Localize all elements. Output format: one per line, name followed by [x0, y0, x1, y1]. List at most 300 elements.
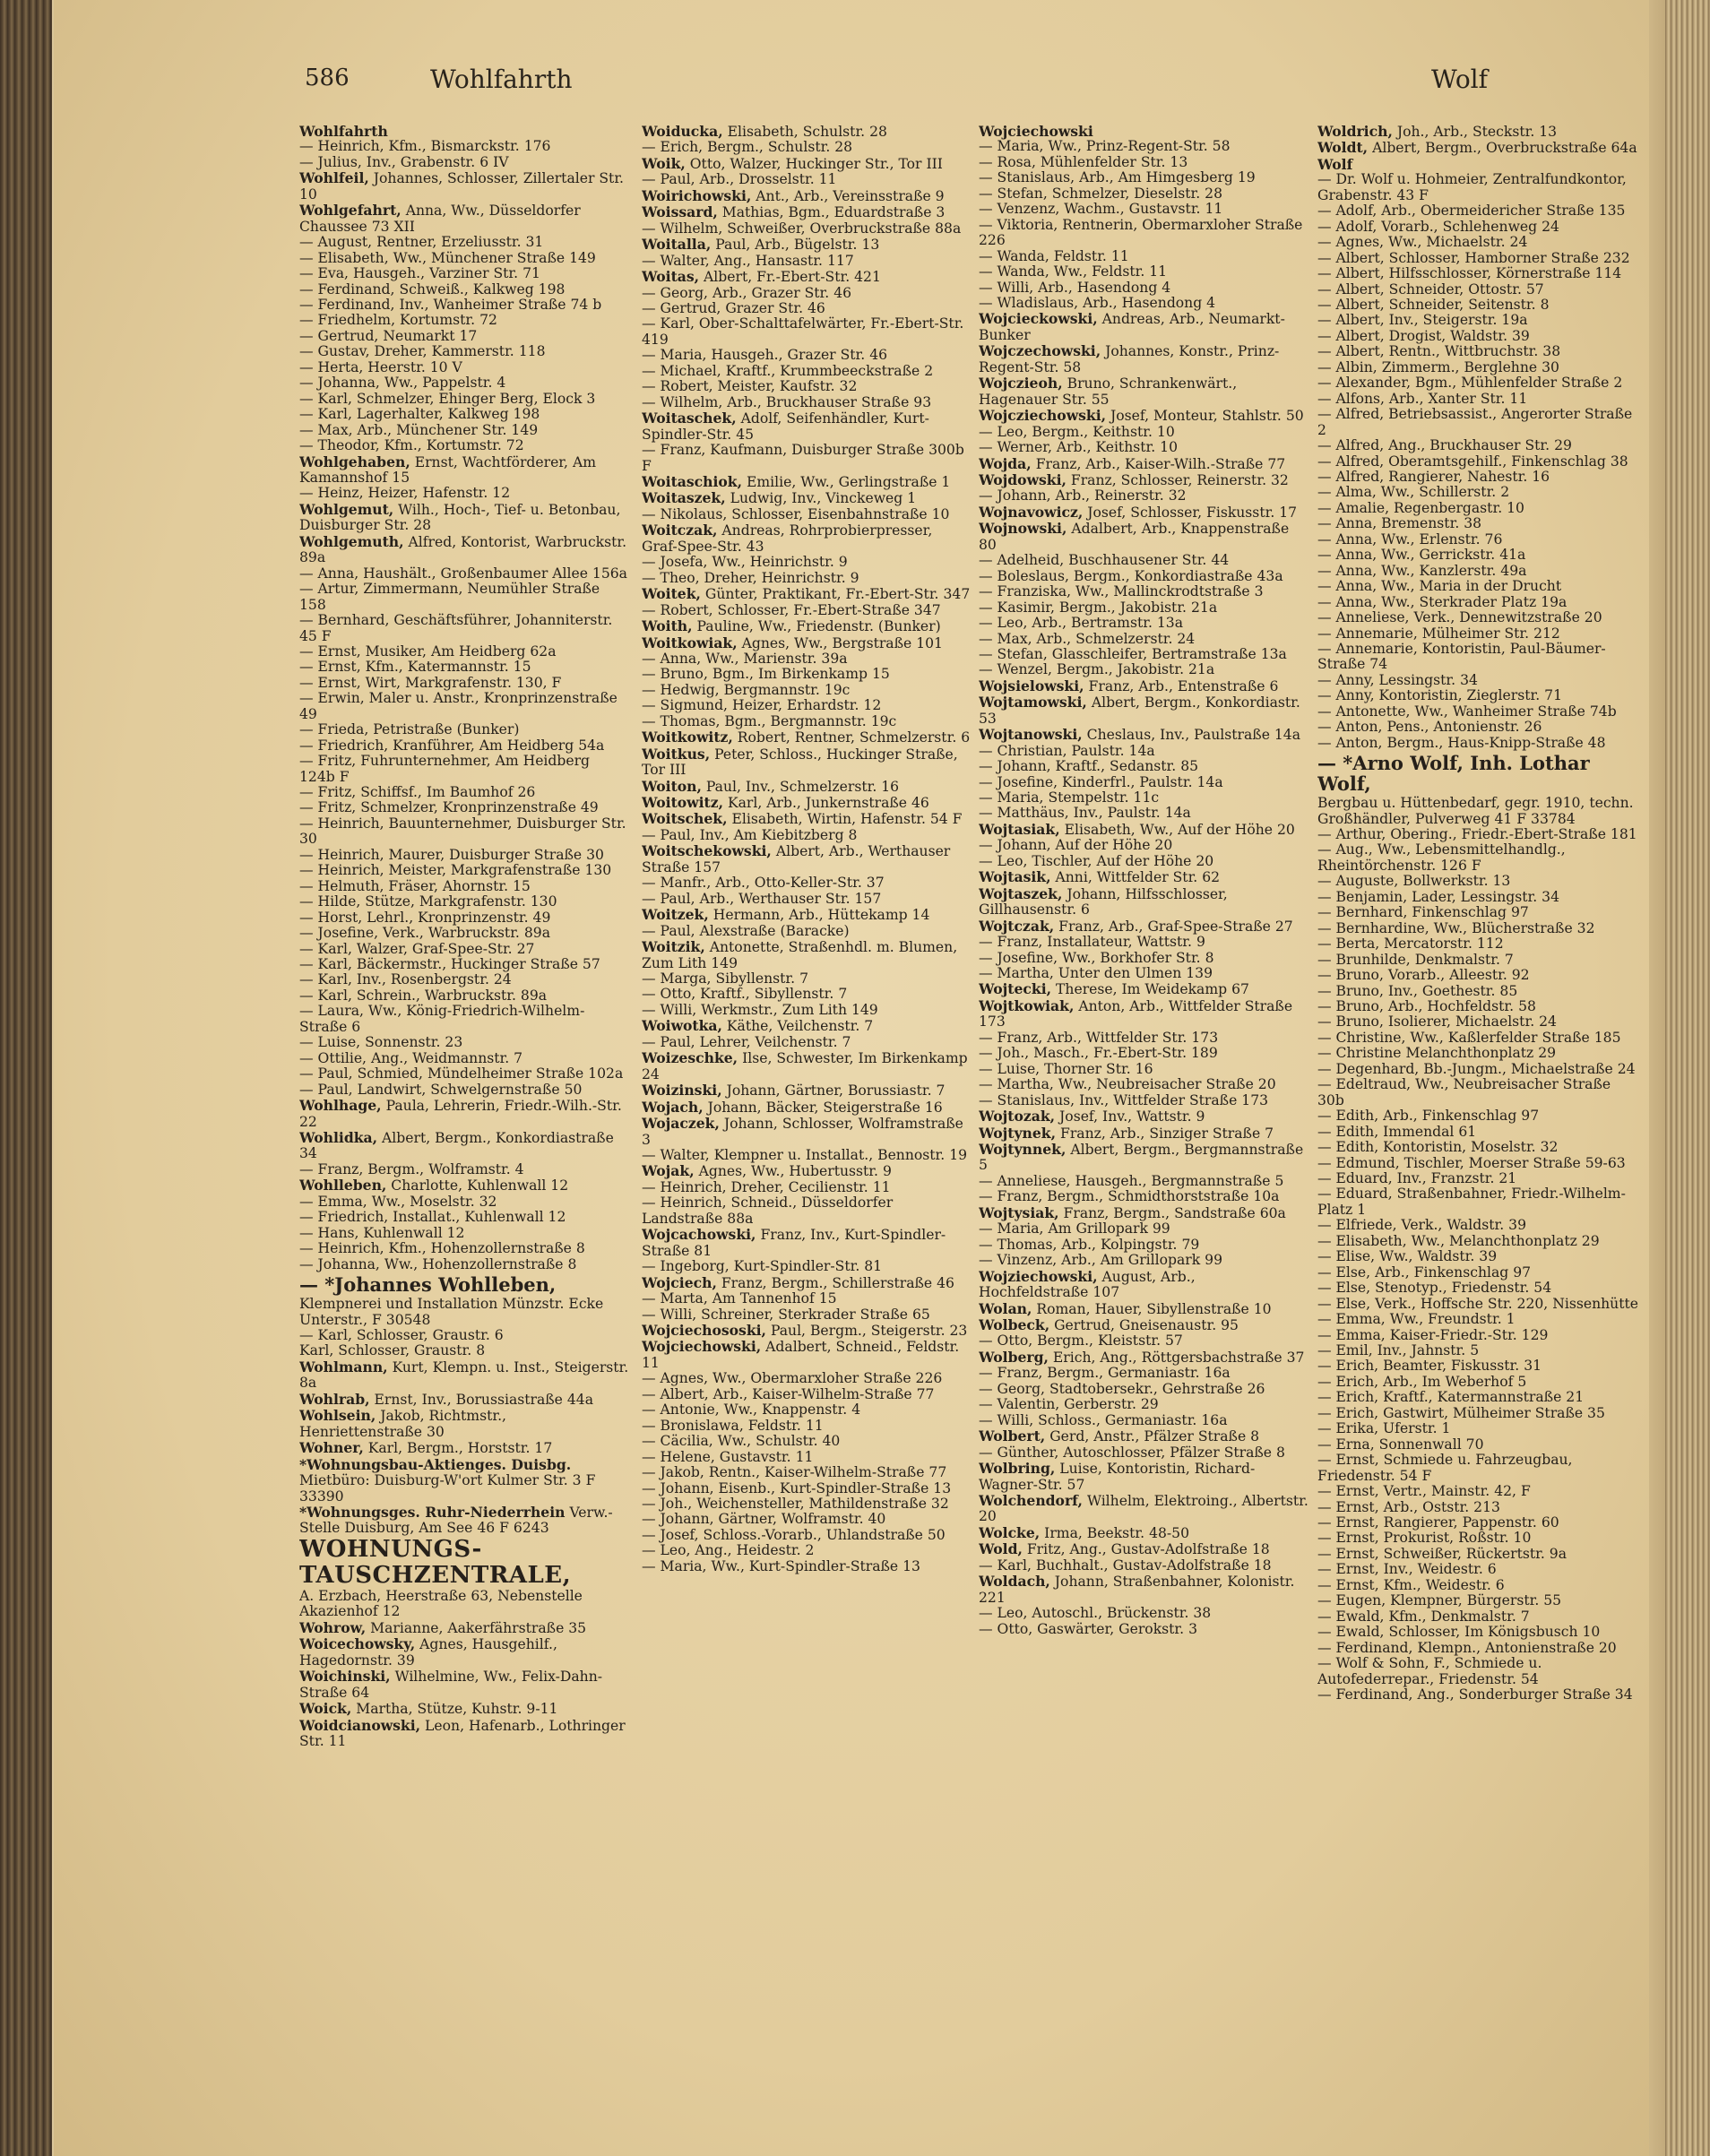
surname: Woitaszek,: [642, 489, 726, 507]
entry-detail: Paul, Arb., Bügelstr. 13: [711, 237, 880, 254]
directory-entry: [299, 1701, 629, 1717]
directory-entry: — Albert, Drogist, Waldstr. 39: [1317, 327, 1530, 344]
directory-entry: — Heinrich, Kfm., Bismarckstr. 176: [299, 138, 551, 155]
directory-entry: — Anna, Ww., Erlenstr. 76: [1317, 530, 1503, 548]
directory-entry: — Josefine, Kinderfrl., Paulstr. 14a: [979, 773, 1223, 790]
directory-entry: — Anna, Haushält., Großenbaumer Allee 156a: [299, 565, 627, 582]
surname: Wolbert,: [979, 1427, 1046, 1445]
directory-entry: — Helmuth, Fräser, Ahornstr. 15: [299, 877, 531, 894]
directory-entry: — Elfriede, Verk., Waldstr. 39: [1317, 1217, 1527, 1234]
directory-entry: — Amalie, Regenbergastr. 10: [1317, 499, 1524, 516]
directory-entry: — Annemarie, Kontoristin, Paul-Bäumer-Straße 74: [1317, 640, 1606, 673]
directory-entry: — Erwin, Maler u. Anstr., Kronprinzenstraße 49: [299, 690, 618, 722]
directory-entry: — Karl, Bäckermstr., Huckinger Straße 57: [299, 956, 600, 973]
directory-entry: [979, 727, 1308, 743]
directory-entry: — Albert, Schlosser, Hamborner Straße 232: [1317, 249, 1630, 266]
business-advertisement: — *Arno Wolf, Inh. Lothar Wolf,: [1317, 752, 1590, 796]
entry-detail: Anna, Ww., Düsseldorfer Chaussee 73 XII: [299, 203, 581, 235]
directory-entry: — Ferdinand, Schweiß., Kalkweg 198: [299, 280, 566, 298]
surname: Woitschekowski,: [642, 842, 772, 860]
directory-entry: — Ernst, Prokurist, Roßstr. 10: [1317, 1530, 1532, 1547]
directory-entry: [979, 678, 1308, 694]
directory-entry: — Joh., Weichensteller, Mathildenstraße 32: [642, 1495, 949, 1512]
directory-entry: — Albert, Rentn., Wittbruchstr. 38: [1317, 343, 1561, 360]
directory-entry: — Karl, Walzer, Graf-Spee-Str. 27: [299, 940, 535, 957]
directory-entry: [979, 1142, 1308, 1174]
directory-entry: — Günther, Autoschlosser, Pfälzer Straße 8: [979, 1444, 1285, 1461]
directory-entry: [979, 343, 1308, 375]
directory-entry: — Johann, Eisenb., Kurt-Spindler-Straße 13: [642, 1479, 952, 1496]
directory-entry: — Matthäus, Inv., Paulstr. 14a: [979, 805, 1191, 822]
directory-entry: [642, 124, 972, 140]
directory-entry: — Franz, Arb., Wittfelder Str. 173: [979, 1029, 1219, 1046]
directory-entry: — Herta, Heerstr. 10 V: [299, 358, 462, 375]
entry-detail: Johann, Bäcker, Steigerstraße 16: [703, 1099, 943, 1116]
directory-entry: — Paul, Lehrer, Veilchenstr. 7: [642, 1033, 851, 1050]
directory-entry: — Albert, Schneider, Ottostr. 57: [1317, 280, 1544, 298]
directory-entry: — Viktoria, Rentnerin, Obermarxloher Straße 226: [979, 216, 1303, 249]
directory-entry: — Friedhelm, Kortumstr. 72: [299, 312, 497, 329]
directory-entry: — Alma, Ww., Schillerstr. 2: [1317, 484, 1510, 501]
directory-entry: — Max, Arb., Münchener Str. 149: [299, 421, 539, 438]
directory-entry: — Edith, Arb., Finkenschlag 97: [1317, 1108, 1540, 1125]
directory-entry: [642, 1227, 972, 1259]
directory-entry: [979, 694, 1308, 727]
directory-entry: — Edmund, Tischler, Moerser Straße 59-63: [1317, 1154, 1626, 1171]
directory-entry: — Leo, Bergm., Keithstr. 10: [979, 423, 1175, 440]
directory-entry: — Werner, Arb., Keithstr. 10: [979, 439, 1179, 456]
directory-entry: — Otto, Bergm., Kleiststr. 57: [979, 1332, 1183, 1350]
directory-entry: — Johann, Arb., Reinerstr. 32: [979, 487, 1187, 505]
surname: Woldach,: [979, 1573, 1050, 1591]
directory-entry: [979, 1108, 1308, 1125]
directory-entry: [299, 1440, 629, 1456]
directory-entry: — Alfred, Oberamtsgehilf., Finkenschlag 38: [1317, 453, 1628, 470]
surname: Wojtynek,: [979, 1124, 1057, 1142]
directory-entry: Karl, Schlosser, Graustr. 8: [299, 1342, 486, 1359]
surname: Wojnowski,: [979, 520, 1067, 538]
entry-detail: August, Arb., Hochfeldstraße 107: [979, 1268, 1196, 1301]
directory-entry: — Maria, Stempelstr. 11c: [979, 789, 1160, 806]
directory-entry: — Artur, Zimmermann, Neumühler Straße 158: [299, 581, 600, 613]
surname: Woicechowsky,: [299, 1635, 416, 1653]
entry-detail: Wilhelmine, Ww., Felix-Dahn-Straße 64: [299, 1669, 603, 1701]
surname: Wojciechowski,: [642, 1338, 762, 1356]
directory-entry: — Leo, Autoschl., Brückenstr. 38: [979, 1605, 1212, 1622]
directory-entry: — Ernst, Inv., Weidestr. 6: [1317, 1561, 1497, 1578]
directory-entry: — Robert, Meister, Kaufstr. 32: [642, 378, 858, 395]
directory-entry: — Elise, Ww., Waldstr. 39: [1317, 1248, 1498, 1265]
directory-entry: — Christine Melanchthonplatz 29: [1317, 1045, 1557, 1062]
directory-entry: — Horst, Lehrl., Kronprinzenstr. 49: [299, 909, 551, 926]
entry-detail: Martha, Stütze, Kuhstr. 9-11: [351, 1701, 558, 1718]
directory-entry: — Willi, Schloss., Germaniastr. 16a: [979, 1411, 1228, 1428]
page-edges: [1665, 0, 1710, 2156]
surname: Wohlgefahrt,: [299, 202, 402, 220]
entry-detail: Luise, Kontoristin, Richard-Wagner-Str. 57: [979, 1461, 1256, 1493]
directory-entry: — Ferdinand, Ang., Sonderburger Straße 34: [1317, 1686, 1633, 1703]
directory-entry: — Georg, Stadtobersekr., Gehrstraße 26: [979, 1380, 1265, 1397]
entry-detail: Gertrud, Gneisenaustr. 95: [1049, 1316, 1239, 1333]
directory-entry: [642, 779, 972, 795]
entry-detail: Adolf, Seifenhändler, Kurt-Spindler-Str. 45: [642, 410, 929, 443]
entry-detail: Franz, Arb., Sinziger Straße 7: [1056, 1125, 1274, 1142]
surname: Woichinski,: [299, 1668, 391, 1686]
directory-entry: — Thomas, Bgm., Bergmannstr. 19c: [642, 712, 897, 729]
directory-entry: — Heinrich, Schneid., Düsseldorfer Landstraße 88a: [642, 1194, 894, 1227]
directory-entry: [642, 811, 972, 827]
entry-detail: Mietbüro: Duisburg-W'ort Kulmer Str. 3 F 33390: [299, 1472, 596, 1505]
directory-entry: [299, 502, 629, 534]
surname: Wojtamowski,: [979, 694, 1087, 711]
directory-entry: — Bronislawa, Feldstr. 11: [642, 1417, 824, 1434]
directory-entry: — Walter, Ang., Hansastr. 117: [642, 252, 854, 269]
surname: Woldrich,: [1317, 124, 1393, 140]
entry-detail: Ludwig, Inv., Vinckeweg 1: [725, 490, 917, 507]
entry-detail: Paul, Inv., Schmelzerstr. 16: [701, 778, 900, 795]
directory-entry: — Boleslaus, Bergm., Konkordiastraße 43a: [979, 567, 1283, 584]
entry-detail: Johann, Straßenbahner, Kolonistr. 221: [979, 1574, 1295, 1606]
directory-entry: [299, 1505, 629, 1537]
directory-entry: — Benjamin, Lader, Lessingstr. 34: [1317, 888, 1560, 905]
directory-entry: [979, 1125, 1308, 1142]
directory-entry: — Edith, Kontoristin, Moselstr. 32: [1317, 1139, 1559, 1156]
book-spine: [0, 0, 52, 2156]
entry-detail: Franz, Inv., Kurt-Spindler-Straße 81: [642, 1227, 946, 1259]
directory-entry: — Marta, Am Tannenhof 15: [642, 1290, 837, 1307]
directory-entry: — Luise, Sonnenstr. 23: [299, 1034, 463, 1051]
surname: Wohlidka,: [299, 1129, 378, 1146]
surname: Woldt,: [1317, 139, 1369, 157]
directory-entry: — Wanda, Ww., Feldstr. 11: [979, 263, 1168, 280]
directory-entry: — Ernst, Wirt, Markgrafenstr. 130, F: [299, 674, 562, 691]
entry-detail: Antonette, Straßenhdl. m. Blumen, Zum Lith 149: [642, 939, 958, 971]
directory-entry: [299, 1359, 629, 1392]
directory-entry: [642, 635, 972, 651]
surname: Wojziechowski,: [979, 1267, 1098, 1285]
directory-entry: — Valentin, Gerberstr. 29: [979, 1396, 1159, 1413]
directory-entry: — Auguste, Bollwerkstr. 13: [1317, 873, 1511, 890]
surname: Wojczieoh,: [979, 375, 1063, 392]
directory-entry: [979, 1461, 1308, 1493]
directory-entry: — Alfred, Rangierer, Nahestr. 16: [1317, 468, 1550, 485]
entry-detail: Wilhelm, Elektroing., Albertstr. 20: [979, 1492, 1308, 1525]
directory-entry: — Hilde, Stütze, Markgrafenstr. 130: [299, 893, 557, 910]
directory-entry: [979, 1541, 1308, 1557]
directory-entry: — Karl, Buchhalt., Gustav-Adolfstraße 18: [979, 1557, 1272, 1574]
directory-entry: [299, 170, 629, 203]
directory-entry: — Leo, Ang., Heidestr. 2: [642, 1542, 815, 1559]
directory-entry: [642, 939, 972, 971]
directory-entry: — Anny, Lessingstr. 34: [1317, 671, 1478, 688]
surname: Wojnavowicz,: [979, 503, 1084, 521]
directory-entry: — Johann, Kraftf., Sedanstr. 85: [979, 758, 1199, 775]
directory-entry: [299, 1098, 629, 1130]
entry-detail: Ilse, Schwester, Im Birkenkamp 24: [642, 1050, 968, 1082]
directory-entry: — Eva, Hausgeh., Varziner Str. 71: [299, 265, 540, 282]
entry-detail: Bruno, Schrankenwärt., Hagenauer Str. 55: [979, 375, 1238, 408]
directory-entry: — Anna, Bremenstr. 38: [1317, 515, 1482, 532]
entry-detail: Verw.-Stelle Duisburg, Am See 46 F 6243: [299, 1504, 613, 1537]
directory-entry: — Josefine, Ww., Borkhofer Str. 8: [979, 949, 1214, 966]
surname: Wojak,: [642, 1162, 695, 1180]
directory-entry: [979, 1301, 1308, 1317]
directory-entry: — Bruno, Inv., Goethestr. 85: [1317, 982, 1518, 999]
directory-entry: [642, 1339, 972, 1371]
directory-entry: — August, Rentner, Erzeliusstr. 31: [299, 234, 544, 251]
directory-entry: — Anton, Bergm., Haus-Knipp-Straße 48: [1317, 734, 1606, 751]
directory-entry: — Karl, Schrein., Warbruckstr. 89a: [299, 987, 548, 1004]
entry-detail: Elisabeth, Schulstr. 28: [722, 124, 887, 140]
directory-entry: — Albert, Arb., Kaiser-Wilhelm-Straße 77: [642, 1385, 935, 1402]
directory-entry: — Nikolaus, Schlosser, Eisenbahnstraße 10: [642, 505, 950, 522]
directory-entry: — Ferdinand, Klempn., Antonienstraße 20: [1317, 1639, 1617, 1656]
directory-entry: — Anna, Ww., Marienstr. 39a: [642, 650, 848, 667]
entry-detail: Josef, Monteur, Stahlstr. 50: [1106, 408, 1304, 425]
directory-entry: — Gertrud, Grazer Str. 46: [642, 299, 825, 316]
directory-entry: — Laura, Ww., König-Friedrich-Wilhelm-Straße 6: [299, 1003, 585, 1035]
directory-entry: — Wladislaus, Arb., Hasendong 4: [979, 294, 1216, 311]
directory-entry: [642, 269, 972, 285]
directory-entry: — Heinrich, Dreher, Cecilienstr. 11: [642, 1178, 891, 1195]
directory-entry: [979, 1269, 1308, 1301]
directory-entry: — Rosa, Mühlenfelder Str. 13: [979, 153, 1188, 170]
directory-entry: — Ingeborg, Kurt-Spindler-Str. 81: [642, 1258, 883, 1275]
directory-entry: — Paul, Arb., Werthauser Str. 157: [642, 890, 882, 907]
directory-entry: — Friedrich, Kranführer, Am Heidberg 54a: [299, 737, 605, 754]
directory-entry: — Karl, Inv., Rosenbergstr. 24: [299, 971, 512, 988]
directory-entry: [299, 1718, 629, 1750]
entry-detail: Johannes, Schlosser, Zillertaler Str. 10: [299, 170, 625, 203]
surname: Wojtasiak,: [979, 820, 1060, 838]
entry-detail: Adalbert, Arb., Knappenstraße 80: [979, 521, 1290, 553]
directory-entry: — Eduard, Straßenbahner, Friedr.-Wilhelm-Platz 1: [1317, 1186, 1626, 1218]
directory-entry: — Marga, Sibyllenstr. 7: [642, 970, 809, 987]
directory-entry: [642, 843, 972, 875]
directory-entry: — Vinzenz, Arb., Am Grillopark 99: [979, 1252, 1222, 1269]
surname: Woiducka,: [642, 124, 723, 140]
surname: Woiwotka,: [642, 1017, 722, 1035]
directory-entry: — Bruno, Bgm., Im Birkenkamp 15: [642, 666, 890, 683]
directory-entry: — Christian, Paulstr. 14a: [979, 742, 1155, 759]
entry-detail: Johann, Schlosser, Wolframstraße 3: [642, 1116, 963, 1148]
surname-heading: Wojciechowski: [979, 124, 1093, 140]
directory-entry: [979, 869, 1308, 885]
directory-entry: — Bruno, Isolierer, Michaelstr. 24: [1317, 1013, 1557, 1031]
directory-entry: — Erich, Beamter, Fiskusstr. 31: [1317, 1358, 1542, 1375]
directory-entry: — Ernst, Schweißer, Rückertstr. 9a: [1317, 1545, 1567, 1562]
entry-detail: Johann, Hilfsschlosser, Gillhausenstr. 6: [979, 885, 1228, 918]
surname: Wojach,: [642, 1098, 704, 1116]
surname: Wojtysiak,: [979, 1203, 1059, 1221]
directory-entry: — Emma, Ww., Moselstr. 32: [299, 1193, 497, 1210]
directory-entry: — Heinz, Heizer, Hafenstr. 12: [299, 485, 511, 502]
directory-entry: [979, 1317, 1308, 1333]
directory-entry: [299, 1457, 629, 1505]
directory-entry: — Maria, Ww., Prinz-Regent-Str. 58: [979, 138, 1231, 155]
surname: Wohlgemut,: [299, 500, 394, 518]
surname: Woitowitz,: [642, 794, 724, 812]
entry-detail: Erich, Ang., Röttgersbachstraße 37: [1048, 1349, 1305, 1366]
directory-entry: [979, 521, 1308, 553]
directory-entry: — Heinrich, Bauunternehmer, Duisburger Str. 30: [299, 815, 626, 848]
directory-entry: — Max, Arb., Schmelzerstr. 24: [979, 630, 1196, 647]
directory-entry: — Berta, Mercatorstr. 112: [1317, 936, 1504, 953]
entry-detail: Andreas, Rohrprobierpresser, Graf-Spee-Str. 43: [642, 522, 933, 555]
directory-entry: — Edeltraud, Ww., Neubreisacher Straße 30b: [1317, 1076, 1611, 1108]
directory-entry: — Stanislaus, Inv., Wittfelder Straße 173: [979, 1091, 1269, 1108]
entry-detail: Karl, Arb., Junkernstraße 46: [723, 795, 929, 812]
entry-detail: Franz, Arb., Entenstraße 6: [1084, 677, 1279, 694]
surname: Wohlsein,: [299, 1407, 376, 1425]
directory-entry: [979, 1428, 1308, 1445]
surname: Wojda,: [979, 454, 1032, 472]
directory-entry: — Albert, Inv., Steigerstr. 19a: [1317, 312, 1528, 329]
directory-entry: [642, 1116, 972, 1148]
directory-entry: — Paul, Landwirt, Schwelgernstraße 50: [299, 1081, 583, 1098]
directory-entry: — Anton, Pens., Antonienstr. 26: [1317, 719, 1542, 736]
surname: *Wohnungsbau-Aktienges. Duisbg.: [299, 1455, 572, 1473]
directory-entry: — Franz, Bergm., Wolframstr. 4: [299, 1160, 524, 1177]
directory-entry: — Stefan, Schmelzer, Dieselstr. 28: [979, 185, 1223, 202]
directory-entry: — Cäcilia, Ww., Schulstr. 40: [642, 1433, 841, 1450]
directory-entry: — Emma, Kaiser-Friedr.-Str. 129: [1317, 1326, 1549, 1343]
page-number: 586: [305, 65, 350, 91]
entry-detail: Charlotte, Kuhlenwall 12: [386, 1177, 569, 1194]
directory-entry: — Emil, Inv., Jahnstr. 5: [1317, 1341, 1480, 1358]
directory-entry: — Johanna, Ww., Hohenzollernstraße 8: [299, 1255, 577, 1272]
entry-detail: Paul, Bergm., Steigerstr. 23: [765, 1322, 968, 1339]
surname: Woitczak,: [642, 522, 718, 539]
entry-detail: Franz, Bergm., Schillerstraße 46: [716, 1274, 954, 1291]
entry-detail: Hermann, Arb., Hüttekamp 14: [708, 907, 930, 924]
directory-entry: [642, 1163, 972, 1179]
directory-entry: [642, 522, 972, 555]
surname: Woik,: [642, 154, 686, 172]
directory-entry: [299, 1669, 629, 1701]
surname: Wojtaszek,: [979, 884, 1063, 902]
running-head-left: Wohlfahrth: [430, 65, 573, 94]
directory-entry: — Ewald, Schlosser, Im Königsbusch 10: [1317, 1624, 1601, 1641]
directory-entry: [979, 456, 1308, 472]
directory-entry: — Wolf & Sohn, F., Schmiede u. Autofederrepar., Friedenstr. 54: [1317, 1655, 1542, 1687]
directory-entry: — Degenhard, Bb.-Jungm., Michaelstraße 24: [1317, 1060, 1636, 1077]
directory-entry: — Erika, Uferstr. 1: [1317, 1420, 1451, 1437]
entry-detail: Pauline, Ww., Friedenstr. (Bunker): [692, 618, 941, 635]
entry-detail: Marianne, Aakerfährstraße 35: [366, 1619, 587, 1636]
directory-entry: [642, 490, 972, 506]
entry-detail: Albert, Bergm., Konkordiastr. 53: [979, 694, 1300, 727]
surname: Wojcieckowski,: [979, 310, 1098, 328]
entry-detail: Albert, Arb., Werthauser Straße 157: [642, 843, 951, 875]
directory-entry: — Gertrud, Neumarkt 17: [299, 327, 478, 344]
entry-detail: Kurt, Klempn. u. Inst., Steigerstr. 8a: [299, 1358, 629, 1392]
entry-detail: Robert, Rentner, Schmelzerstr. 6: [732, 729, 971, 746]
directory-entry: — Luise, Thorner Str. 16: [979, 1060, 1153, 1077]
directory-entry: — Michael, Kraftf., Krummbeeckstraße 2: [642, 362, 934, 379]
surname: Wojdowski,: [979, 470, 1067, 488]
directory-entry: [979, 886, 1308, 918]
entry-detail: Albert, Bergm., Bergmannstraße 5: [979, 1142, 1304, 1174]
directory-entry: — Venzenz, Wachm., Gustavstr. 11: [979, 201, 1223, 218]
surname: Wojtynnek,: [979, 1141, 1067, 1158]
directory-entry: — Erich, Bergm., Schulstr. 28: [642, 139, 853, 156]
directory-entry: — Karl, Lagerhalter, Kalkweg 198: [299, 406, 540, 423]
business-heading: WOHNUNGS-TAUSCHZENTRALE,: [299, 1535, 572, 1589]
entry-detail: Therese, Im Weidekamp 67: [1051, 981, 1249, 998]
directory-entry: [299, 1392, 629, 1408]
entry-detail: Mathias, Bgm., Eduardstraße 3: [717, 204, 946, 221]
directory-entry: — Ernst, Arb., Oststr. 213: [1317, 1498, 1500, 1515]
entry-detail: Peter, Schloss., Huckinger Straße, Tor III: [642, 746, 958, 779]
directory-entry: [642, 618, 972, 634]
directory-column-3: [979, 124, 1308, 2059]
directory-entry: [642, 729, 972, 746]
directory-entry: — Martha, Ww., Neubreisacher Straße 20: [979, 1076, 1276, 1093]
surname: Wolchendorf,: [979, 1491, 1083, 1509]
entry-detail: Adalbert, Schneid., Feldstr. 11: [642, 1339, 960, 1371]
directory-entry: — Bernhardine, Ww., Blücherstraße 32: [1317, 919, 1595, 936]
directory-entry: — Anneliese, Hausgeh., Bergmannstraße 5: [979, 1172, 1284, 1189]
directory-entry: — Agnes, Ww., Obermarxloher Straße 226: [642, 1370, 943, 1387]
surname: *Wohnungsges. Ruhr-Niederrhein: [299, 1503, 566, 1521]
directory-entry: [299, 454, 629, 487]
directory-entry: [642, 1100, 972, 1116]
directory-entry: — Willi, Schreiner, Sterkrader Straße 65: [642, 1306, 930, 1323]
surname: Wojcziechowski,: [979, 407, 1107, 425]
directory-entry: — Karl, Schmelzer, Ehinger Berg, Elock 3: [299, 390, 596, 407]
directory-entry: — Maria, Ww., Kurt-Spindler-Straße 13: [642, 1557, 920, 1574]
directory-entry: — Ernst, Kfm., Katermannstr. 15: [299, 659, 531, 676]
directory-entry: — Helene, Gustavstr. 11: [642, 1448, 814, 1465]
directory-entry: — Adolf, Vorarb., Schlehenweg 24: [1317, 218, 1559, 235]
directory-entry: [642, 1050, 972, 1082]
surname: Woiton,: [642, 777, 702, 795]
directory-entry: — Fritz, Schmelzer, Kronprinzenstraße 49: [299, 799, 599, 816]
directory-entry: — Johanna, Ww., Pappelstr. 4: [299, 375, 506, 392]
directory-entry: A. Erzbach, Heerstraße 63, Nebenstelle Akazienhof 12: [299, 1587, 583, 1620]
surname: Woitkowiak,: [642, 634, 738, 651]
directory-entry: [642, 586, 972, 602]
directory-entry: [642, 746, 972, 779]
directory-entry: — Else, Stenotyp., Friedenstr. 54: [1317, 1280, 1552, 1297]
entry-detail: Ernst, Wachtförderer, Am Kamannshof 15: [299, 453, 597, 486]
surname: Woidcianowski,: [299, 1716, 421, 1734]
entry-detail: Andreas, Arb., Neumarkt-Bunker: [979, 311, 1285, 343]
directory-entry: — Stefan, Glasschleifer, Bertramstraße 13a: [979, 645, 1287, 662]
directory-entry: — Franz, Kaufmann, Duisburger Straße 300b F: [642, 442, 964, 474]
directory-entry: — Ernst, Vertr., Mainstr. 42, F: [1317, 1483, 1531, 1500]
directory-entry: — Eugen, Klempner, Bürgerstr. 55: [1317, 1592, 1562, 1609]
directory-entry: — Josef, Schloss.-Vorarb., Uhlandstraße 50: [642, 1526, 946, 1543]
directory-entry: — Ewald, Kfm., Denkmalstr. 7: [1317, 1608, 1530, 1625]
directory-entry: [979, 1350, 1308, 1366]
directory-entry: — Johann, Auf der Höhe 20: [979, 837, 1173, 854]
directory-entry: — Annemarie, Mülheimer Str. 212: [1317, 625, 1560, 642]
entry-detail: Joh., Arb., Steckstr. 13: [1392, 124, 1558, 140]
directory-entry: [979, 1525, 1308, 1541]
entry-detail: Ernst, Inv., Borussiastraße 44a: [369, 1391, 594, 1408]
directory-entry: — Emma, Ww., Freundstr. 1: [1317, 1311, 1516, 1328]
directory-entry: [299, 203, 629, 235]
directory-entry: — Martha, Unter den Ulmen 139: [979, 965, 1213, 982]
directory-entry: — Heinrich, Meister, Markgrafenstraße 130: [299, 862, 612, 879]
directory-entry: [642, 1018, 972, 1034]
directory-entry: — Agnes, Ww., Michaelstr. 24: [1317, 234, 1528, 251]
directory-entry: — Friedrich, Installat., Kuhlenwall 12: [299, 1209, 566, 1226]
surname: Woitzik,: [642, 938, 705, 956]
directory-entry: [979, 1574, 1308, 1606]
